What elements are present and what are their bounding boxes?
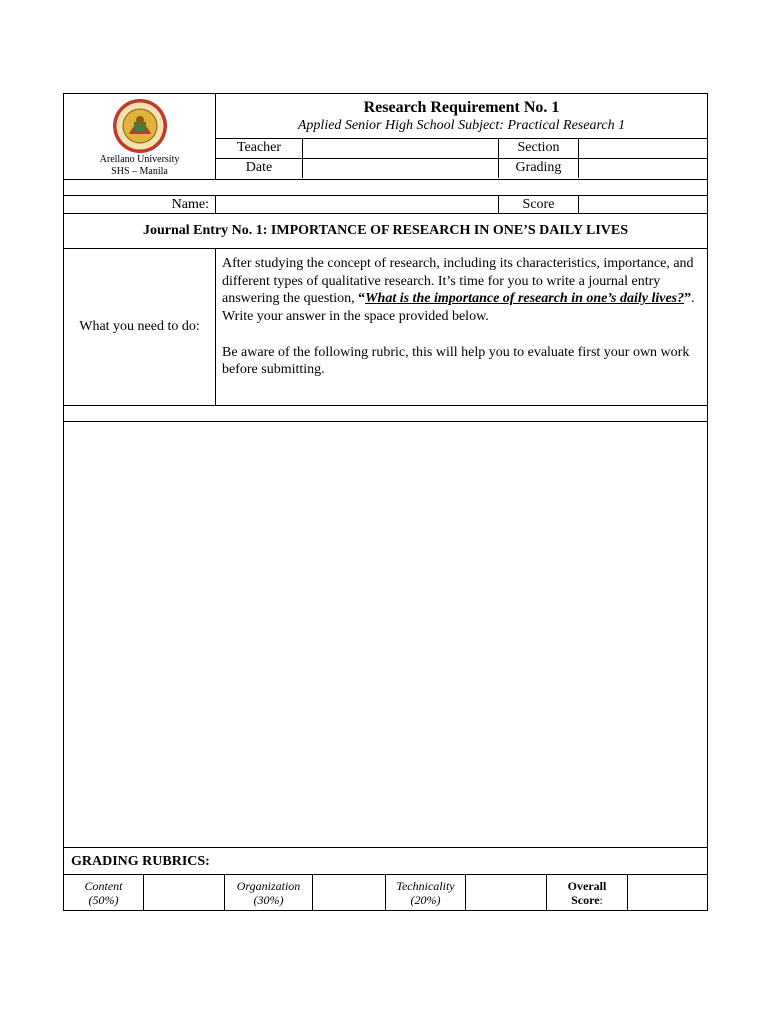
close-quote: ” <box>684 291 692 307</box>
instruction-paragraph-1 <box>222 255 697 326</box>
rubric-name: Organization <box>236 878 301 893</box>
rubric-technicality-score[interactable] <box>466 875 547 910</box>
rubric-content-label <box>64 875 144 910</box>
rubric-weight: (50%) <box>88 892 119 907</box>
rubrics-title: GRADING RUBRICS: <box>63 848 708 875</box>
date-grading-row <box>216 158 707 178</box>
instruction-paragraph-2: Be aware of the following rubric, this will help you to evaluate first your own work before submitting. <box>222 344 690 378</box>
overall-label-line2 <box>571 893 603 907</box>
rubric-weight: (30%) <box>253 892 284 907</box>
rubric-technicality-label <box>386 875 466 910</box>
overall-label-score: Score <box>571 892 600 907</box>
date-field[interactable] <box>303 159 499 178</box>
campus-name: SHS – Manila <box>111 166 168 177</box>
instruction-text: After studying the concept of research, including its characteristics, importance, and different types of qualitative research. It’s time for you to write a journal entry answering the question, <box>222 256 694 307</box>
rubric-weight: (20%) <box>410 892 441 907</box>
open-quote: “ <box>358 291 366 307</box>
section-field[interactable] <box>579 139 707 158</box>
rubric-name: Technicality <box>396 878 455 893</box>
separator-row-2 <box>63 406 708 422</box>
answer-space[interactable] <box>63 422 708 848</box>
instruction-text-end: . Write your answer in the space provided below. <box>222 291 695 325</box>
rubrics-row <box>63 875 708 911</box>
university-seal-logo <box>111 98 169 154</box>
teacher-section-row <box>216 139 707 158</box>
university-name: Arellano University <box>99 154 180 165</box>
overall-colon: : <box>599 892 603 907</box>
rubric-name: Content <box>84 878 123 893</box>
page-subtitle: Applied Senior High School Subject: Practical Research 1 <box>297 118 626 133</box>
header-right <box>216 94 707 179</box>
instructions-body <box>216 249 707 405</box>
worksheet <box>63 93 708 911</box>
instructions-row <box>63 249 708 406</box>
journal-question: What is the importance of research in one’s daily lives? <box>365 291 685 307</box>
grading-label: Grading <box>499 159 579 178</box>
section-label: Section <box>499 139 579 158</box>
overall-score-field[interactable] <box>628 875 707 910</box>
separator-row <box>63 180 708 196</box>
logo-cell <box>64 94 216 179</box>
page-title: Research Requirement No. 1 <box>363 99 560 116</box>
teacher-field[interactable] <box>303 139 499 158</box>
rubric-content-score[interactable] <box>144 875 225 910</box>
score-label: Score <box>499 196 579 213</box>
overall-score-label <box>547 875 628 910</box>
date-label: Date <box>216 159 303 178</box>
teacher-label: Teacher <box>216 139 303 158</box>
score-field[interactable] <box>579 196 707 213</box>
task-label: What you need to do: <box>64 249 216 405</box>
name-label: Name: <box>64 196 216 213</box>
name-score-row <box>63 196 708 214</box>
rubric-organization-score[interactable] <box>313 875 386 910</box>
rubric-organization-label <box>225 875 313 910</box>
overall-label: Overall <box>567 878 607 893</box>
journal-heading: Journal Entry No. 1: IMPORTANCE OF RESEARCH IN ONE’S DAILY LIVES <box>63 214 708 249</box>
worksheet-header <box>63 93 708 180</box>
title-block <box>216 94 707 139</box>
name-field[interactable] <box>216 196 499 213</box>
grading-field[interactable] <box>579 159 707 178</box>
